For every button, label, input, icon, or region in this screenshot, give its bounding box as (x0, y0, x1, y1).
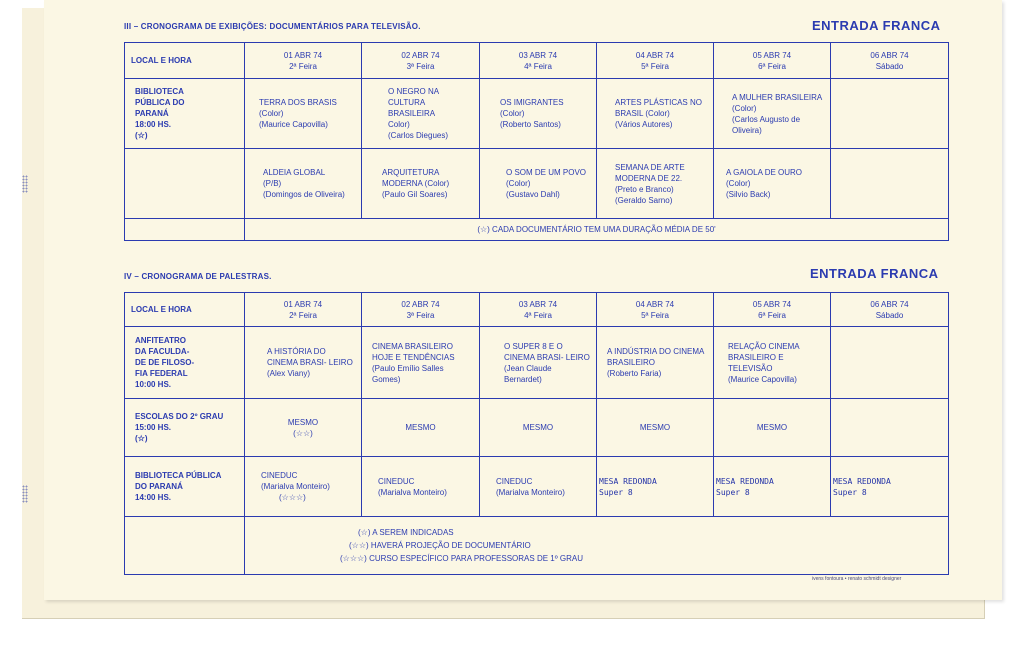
designer-credit: ivens fontoura • renato schmidt designer (812, 576, 902, 582)
section4-entrada: ENTRADA FRANCA (810, 266, 939, 281)
section4-title: IV – CRONOGRAMA DE PALESTRAS. (124, 272, 272, 281)
lecture-cell: CINEMA BRASILEIRO HOJE E TENDÊNCIAS (Paulo Emílio Salles Gomes) (362, 327, 480, 399)
table-row (125, 457, 949, 517)
day-header: 04 ABR 74 5ª Feira (597, 293, 714, 327)
film-cell: O NEGRO NA CULTURA BRASILEIRA Color) (Carlos Diegues) (362, 79, 480, 149)
film-cell: ARQUITETURA MODERNA (Color) (Paulo Gil Soares) (362, 149, 480, 219)
mesmo-cell: MESMO (714, 399, 831, 457)
location-cell: ANFITEATRO DA FACULDA- DE DE FILOSO- FIA FEDERAL 10:00 HS. (125, 327, 245, 399)
cineduc-cell: CINEDUC (Marialva Monteiro) (362, 457, 480, 517)
section3-entrada: ENTRADA FRANCA (812, 18, 941, 33)
film-cell: SEMANA DE ARTE MODERNA DE 22. (Preto e Branco) (Geraldo Sarno) (597, 149, 714, 219)
film-cell: TERRA DOS BRASIS (Color) (Maurice Capovilla) (245, 79, 362, 149)
table-row (125, 79, 949, 149)
mesa-redonda-cell: MESA REDONDA Super 8 (597, 457, 714, 517)
footnotes: (☆) A SEREM INDICADAS (☆☆) HAVERÁ PROJEÇÃO DE DOCUMENTÁRIO (☆☆☆) CURSO ESPECÍFICO PARA PROFESSORAS DE 1º GRAU (245, 517, 949, 575)
mesmo-cell: MESMO (362, 399, 480, 457)
mesa-redonda-cell: MESA REDONDA Super 8 (714, 457, 831, 517)
empty-cell (831, 327, 949, 399)
fold-mark (22, 485, 28, 503)
note-row (125, 219, 949, 241)
day-header: 04 ABR 74 5ª Feira (597, 43, 714, 79)
table-header-row (125, 43, 949, 79)
film-cell: O SOM DE UM POVO (Color) (Gustavo Dahl) (480, 149, 597, 219)
local-header: LOCAL E HORA (125, 43, 245, 79)
empty-location-cell (125, 517, 245, 575)
empty-location-cell (125, 149, 245, 219)
mesmo-cell: MESMO (☆☆) (245, 399, 362, 457)
day-header: 02 ABR 74 3ª Feira (362, 293, 480, 327)
fold-mark (22, 175, 28, 193)
day-header: 05 ABR 74 6ª Feira (714, 293, 831, 327)
film-cell: ARTES PLÁSTICAS NO BRASIL (Color) (Vários Autores) (597, 79, 714, 149)
day-header: 05 ABR 74 6ª Feira (714, 43, 831, 79)
cineduc-cell: CINEDUC (Marialva Monteiro) (480, 457, 597, 517)
empty-location-cell (125, 219, 245, 241)
notes-row (125, 517, 949, 575)
day-header: 03 ABR 74 4ª Feira (480, 293, 597, 327)
table-row (125, 149, 949, 219)
day-header: 01 ABR 74 2ª Feira (245, 293, 362, 327)
film-cell: A GAIOLA DE OURO (Color) (Silvio Back) (714, 149, 831, 219)
lecture-cell: A INDÚSTRIA DO CINEMA BRASILEIRO (Roberto Faria) (597, 327, 714, 399)
cineduc-cell: CINEDUC (Marialva Monteiro) (☆☆☆) (245, 457, 362, 517)
lecture-cell: A HISTÓRIA DO CINEMA BRASI- LEIRO (Alex Viany) (245, 327, 362, 399)
mesa-redonda-cell: MESA REDONDA Super 8 (831, 457, 949, 517)
mesmo-cell: MESMO (480, 399, 597, 457)
lectures-table (124, 292, 949, 575)
table-row (125, 399, 949, 457)
film-cell: ALDEIA GLOBAL (P/B) (Domingos de Oliveira) (245, 149, 362, 219)
exhibitions-table (124, 42, 949, 241)
film-cell: OS IMIGRANTES (Color) (Roberto Santos) (480, 79, 597, 149)
location-cell: ESCOLAS DO 2º GRAU 15:00 HS. (☆) (125, 399, 245, 457)
empty-cell (831, 399, 949, 457)
local-header: LOCAL E HORA (125, 293, 245, 327)
mesmo-cell: MESMO (597, 399, 714, 457)
day-header: 06 ABR 74 Sábado (831, 293, 949, 327)
day-header: 03 ABR 74 4ª Feira (480, 43, 597, 79)
empty-cell (831, 79, 949, 149)
lecture-cell: O SUPER 8 E O CINEMA BRASI- LEIRO (Jean Claude Bernardet) (480, 327, 597, 399)
empty-cell (831, 149, 949, 219)
day-header: 02 ABR 74 3ª Feira (362, 43, 480, 79)
table-row (125, 327, 949, 399)
table-header-row (125, 293, 949, 327)
film-cell: A MULHER BRASILEIRA (Color) (Carlos Augusto de Oliveira) (714, 79, 831, 149)
lecture-cell: RELAÇÃO CINEMA BRASILEIRO E TELEVISÃO (Maurice Capovilla) (714, 327, 831, 399)
section3-title: III – CRONOGRAMA DE EXIBIÇÕES: DOCUMENTÁRIOS PARA TELEVISÃO. (124, 22, 421, 31)
duration-note: (☆) CADA DOCUMENTÁRIO TEM UMA DURAÇÃO MÉDIA DE 50' (245, 219, 949, 241)
day-header: 06 ABR 74 Sábado (831, 43, 949, 79)
location-cell: BIBLIOTECA PÚBLICA DO PARANÁ 14:00 HS. (125, 457, 245, 517)
location-cell: BIBLIOTECA PÚBLICA DO PARANÁ 18:00 HS. (☆) (125, 79, 245, 149)
day-header: 01 ABR 74 2ª Feira (245, 43, 362, 79)
